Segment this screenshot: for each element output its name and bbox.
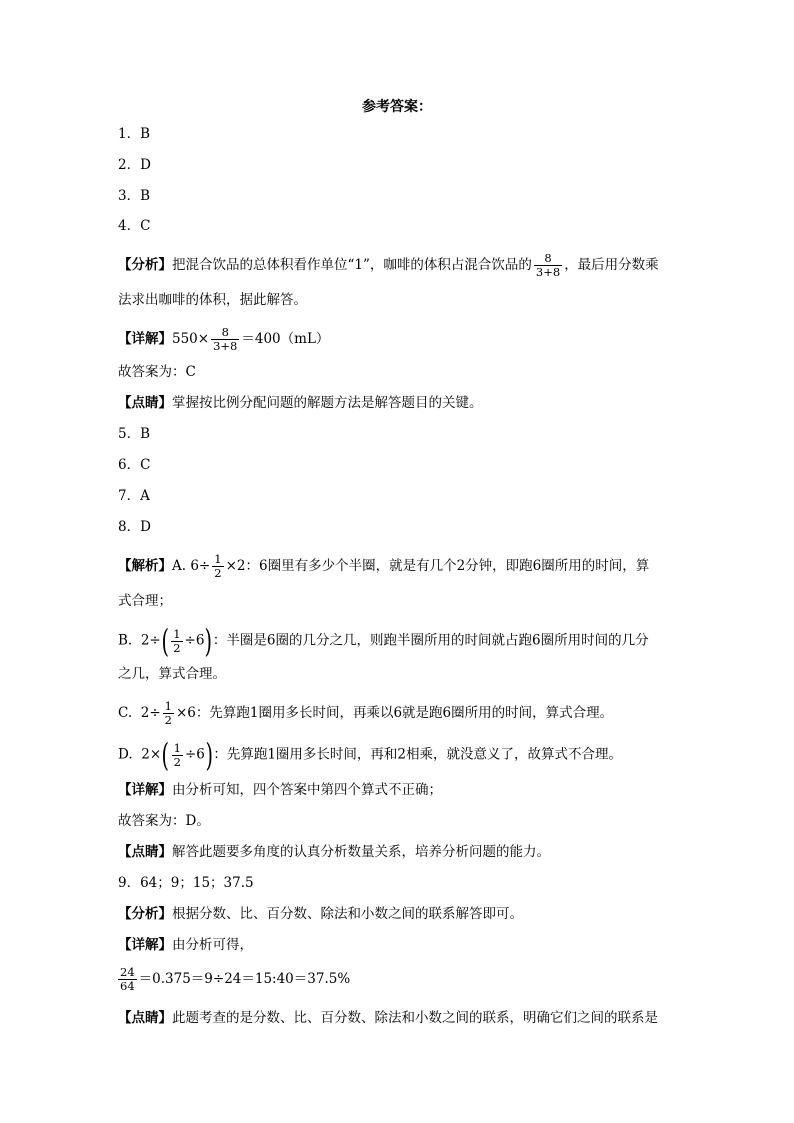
answer-8: 8．D — [118, 519, 151, 535]
answer-7: 7．A — [118, 488, 150, 504]
answer-6: 6．C — [118, 457, 151, 473]
q8-option-c: C. 2÷ $\frac{1}{2}$ ×6：先算跑1圈用多长时间，再乘以6就是跑6圈所用的时间，算式合理。 — [118, 699, 614, 727]
q9-equation: $\frac{24}{64}$ ＝0.375＝9÷24＝15:40＝37.5% — [120, 965, 351, 993]
q8-comment: 【点睛】解答此题要多角度的认真分析数量关系，培养分析问题的能力。 — [118, 844, 550, 860]
q4-detail: 【详解】550× $\frac{8}{3+8}$ ＝400（mL） — [118, 325, 330, 353]
answer-2: 2．D — [118, 157, 151, 173]
analysis-tag: 【分析】 — [118, 257, 172, 273]
answer-9: 9．64；9；15；37.5 — [118, 875, 254, 891]
answer-3: 3．B — [118, 188, 151, 204]
fraction: $\frac{1}{2}$ — [164, 699, 172, 727]
q8-option-a-cont: 式合理； — [118, 593, 172, 609]
comment-tag: 【点睛】 — [118, 844, 172, 860]
detail-tag: 【详解】 — [118, 331, 172, 347]
q8-option-b-cont: 之几，算式合理。 — [118, 666, 226, 682]
q8-option-d: D. 2×( $\frac{1}{2}$ ÷6)：先算跑1圈用多长时间，再和2相乘，就没意义了，故算式不合理。 — [118, 736, 623, 774]
analysis-text: ，最后用分数乘 — [564, 257, 659, 273]
q8-option-b: B. 2÷( $\frac{1}{2}$ ÷6)：半圈是6圈的几分之几，则跑半圈所用的时间就占跑6圈所用时间的几分 — [118, 622, 649, 660]
q8-answer: 故答案为：D。 — [118, 813, 210, 829]
comment-tag: 【点睛】 — [118, 1010, 172, 1026]
fraction: $\frac{1}{2}$ — [173, 626, 181, 655]
answer-5: 5．B — [118, 426, 151, 442]
detail-tag: 【详解】 — [118, 782, 172, 798]
q9-analysis: 【分析】根据分数、比、百分数、除法和小数之间的联系解答即可。 — [118, 906, 523, 922]
fraction: $\frac{8}{3+8}$ — [213, 325, 238, 353]
fraction: $\frac{24}{64}$ — [120, 965, 135, 993]
fraction: $\frac{1}{2}$ — [173, 740, 181, 769]
q9-detail: 【详解】由分析可得， — [118, 937, 253, 953]
jiexi-tag: 【解析】 — [118, 558, 172, 574]
q4-analysis-line1 — [118, 252, 659, 279]
q4-answer: 故答案为：C — [118, 364, 196, 380]
answer-4: 4．C — [118, 218, 151, 234]
analysis-tag: 【分析】 — [118, 906, 172, 922]
q9-comment: 【点睛】此题考查的是分数、比、百分数、除法和小数之间的联系，明确它们之间的联系是 — [118, 1010, 658, 1026]
q4-analysis-line2: 法求出咖啡的体积，据此解答。 — [118, 292, 307, 308]
answer-1: 1．B — [118, 126, 151, 142]
fraction: $\frac{1}{2}$ — [214, 552, 222, 580]
q8-detail: 【详解】由分析可知，四个答案中第四个算式不正确； — [118, 782, 442, 798]
q8-option-a: 【解析】A. 6÷ $\frac{1}{2}$ ×2：6圈里有多少个半圈，就是有几个2分钟，即跑6圈所用的时间，算 — [118, 552, 650, 580]
comment-tag: 【点睛】 — [118, 395, 172, 411]
analysis-text: 把混合饮品的总体积看作单位“1”，咖啡的体积占混合饮品的 — [172, 257, 532, 273]
page-title: 参考答案： — [362, 99, 432, 115]
detail-tag: 【详解】 — [118, 937, 172, 953]
fraction: $\frac{8}{3+8}$ — [535, 251, 561, 279]
q4-comment: 【点睛】掌握按比例分配问题的解题方法是解答题目的关键。 — [118, 395, 483, 411]
